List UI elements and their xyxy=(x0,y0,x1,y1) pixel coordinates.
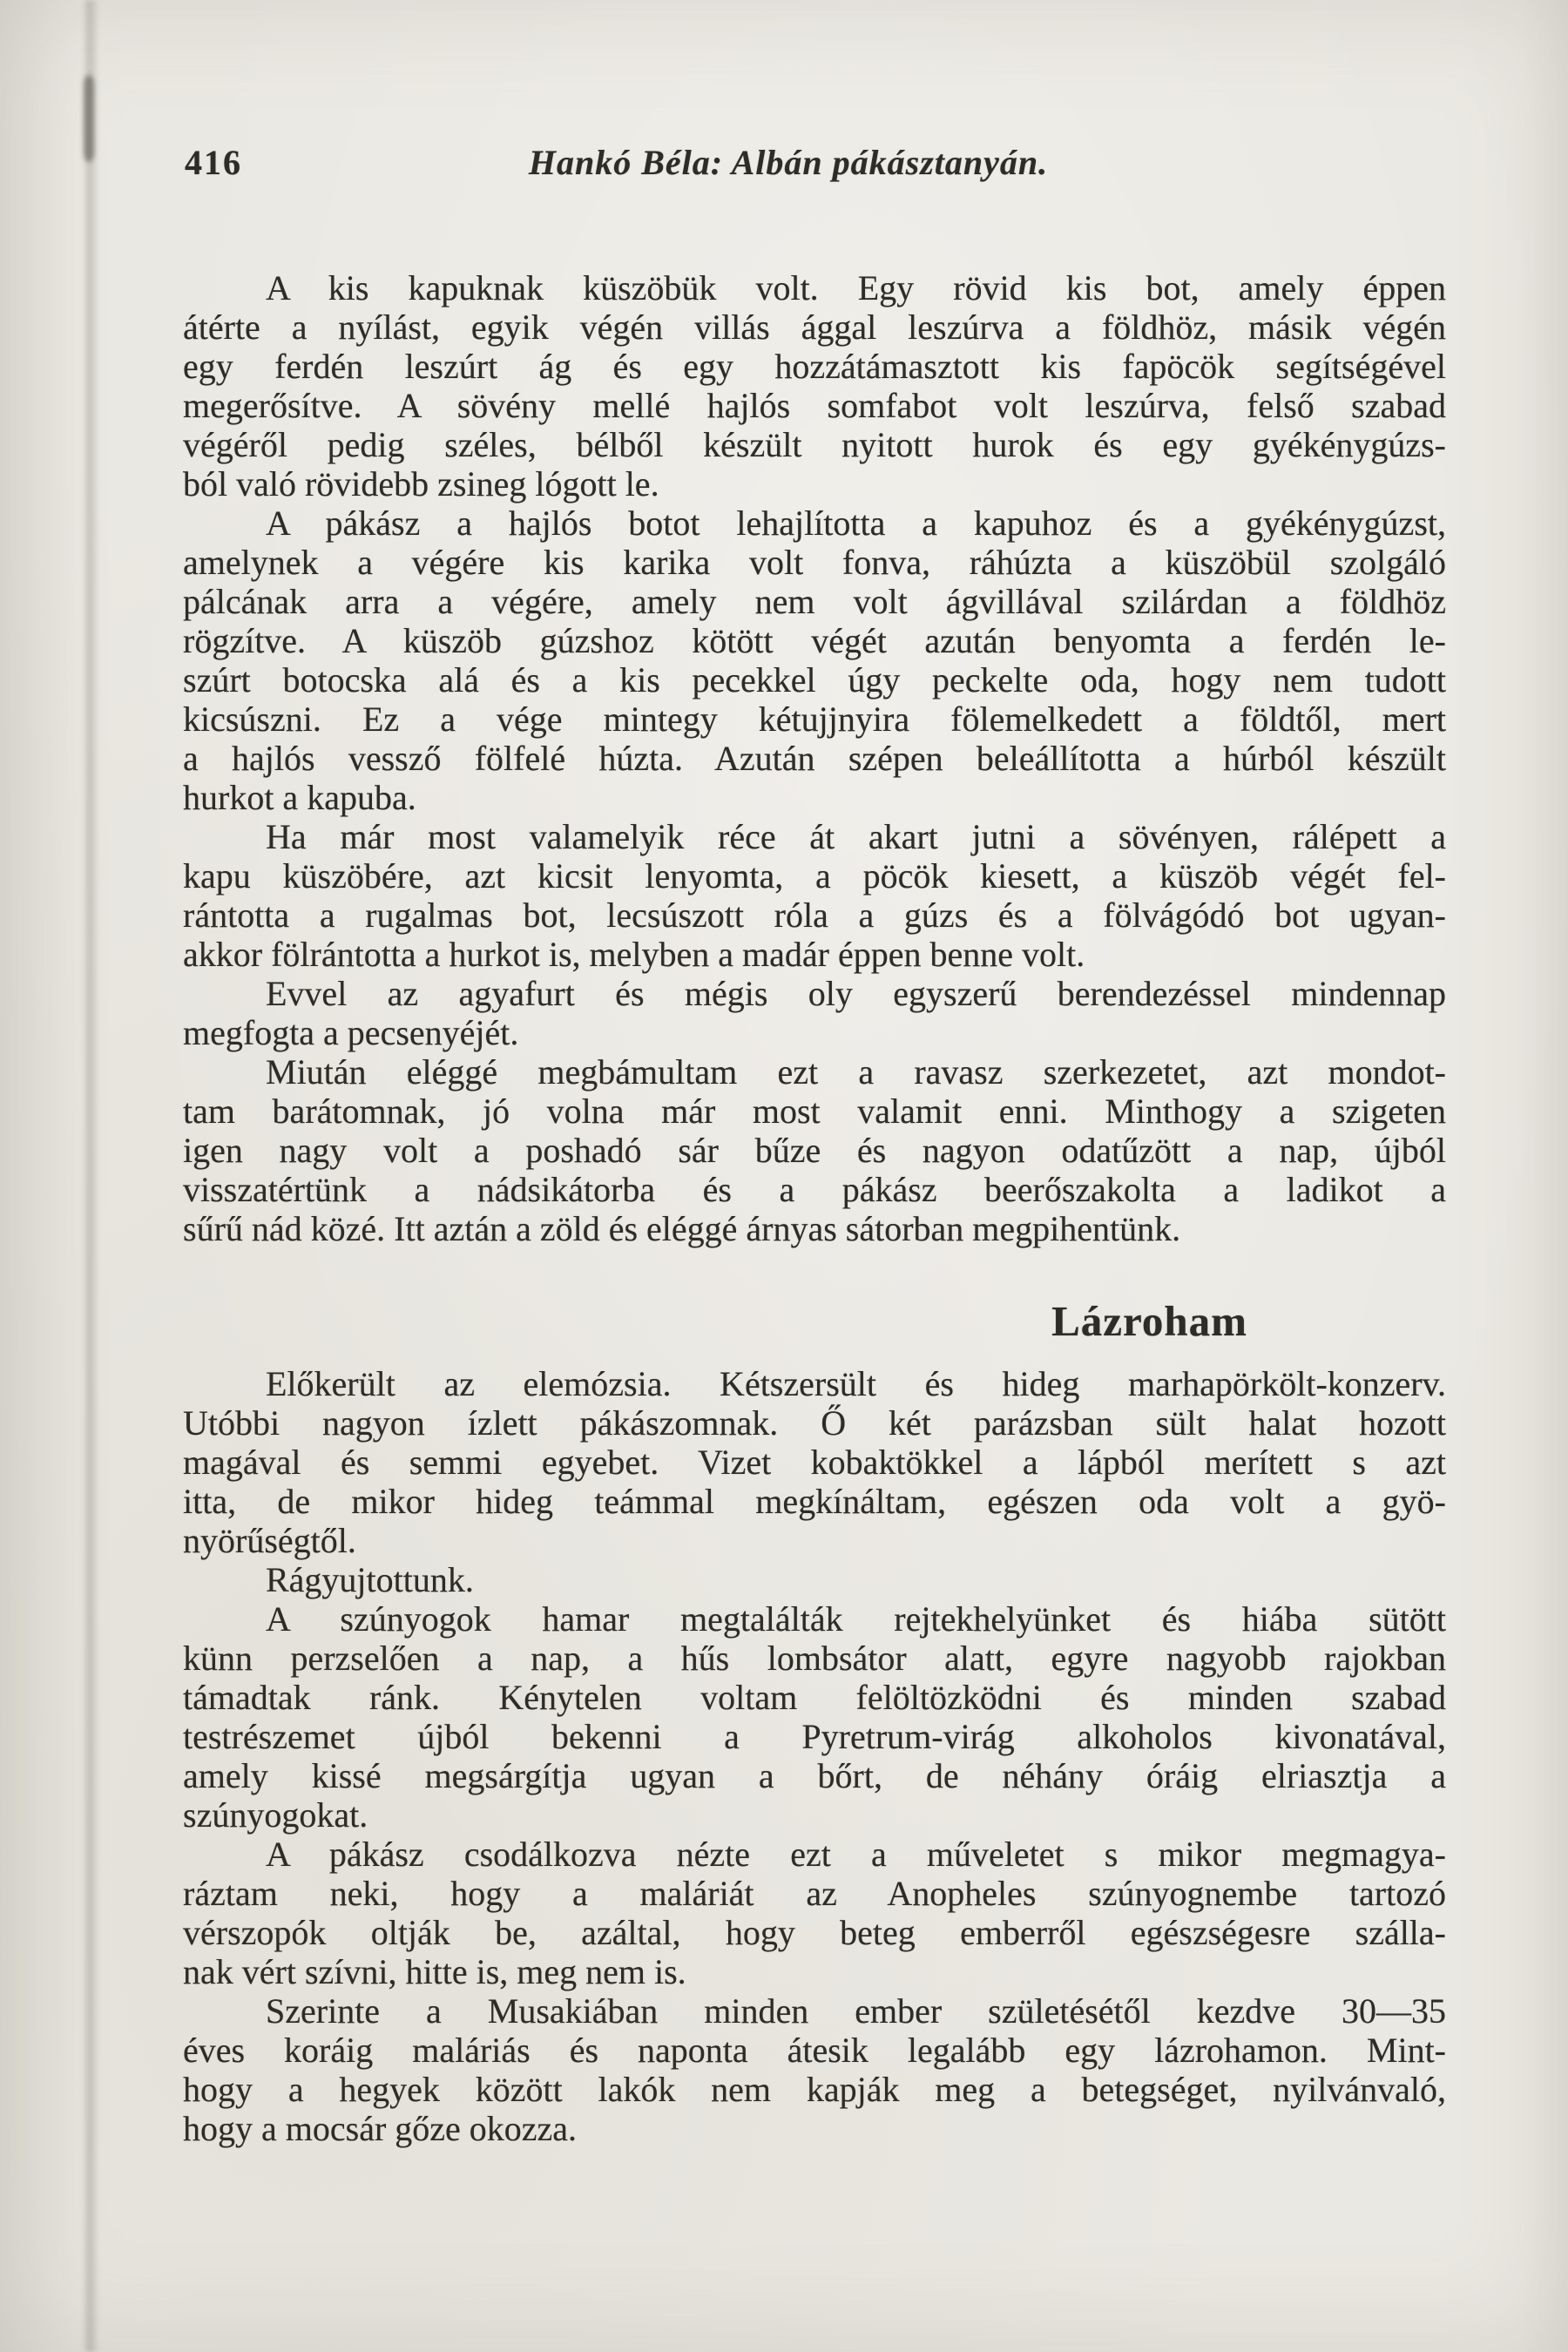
paragraph xyxy=(183,1364,1446,1560)
paragraph-group-bottom xyxy=(183,1364,1446,2148)
section-heading: Lázroham xyxy=(1051,1297,1247,1345)
scan-ink-blot xyxy=(84,75,94,162)
scan-edge-shadow xyxy=(82,0,99,2352)
text-line: Ha már most valamelyik réce át akart jutni a sövényen, rálépett a xyxy=(266,817,1446,856)
text-line: támadtak ránk. Kénytelen voltam felöltözködni és minden szabad xyxy=(183,1678,1446,1717)
text-line: igen nagy volt a poshadó sár bűze és nagyon odatűzött a nap, újból xyxy=(183,1131,1446,1170)
text-line: megerősítve. A sövény mellé hajlós somfabot volt leszúrva, felső szabad xyxy=(183,386,1446,425)
paragraph xyxy=(183,817,1446,974)
text-line: sűrű nád közé. Itt aztán a zöld és eléggé árnyas sátorban megpihentünk. xyxy=(183,1209,1181,1248)
text-line: künn perzselően a nap, a hűs lombsátor alatt, egyre nagyobb rajokban xyxy=(183,1639,1446,1678)
paragraph xyxy=(183,1991,1446,2148)
text-line: nyörűségtől. xyxy=(183,1521,356,1560)
text-line: testrészemet újból bekenni a Pyretrum-virág alkoholos kivonatával, xyxy=(183,1717,1446,1756)
page-number: 416 xyxy=(185,143,242,182)
text-line: A pákász csodálkozva nézte ezt a műveletet s mikor megmagya- xyxy=(266,1835,1446,1874)
paragraph xyxy=(183,504,1446,817)
text-line: szúrt botocska alá és a kis pecekkel úgy peckelte oda, hogy nem tudott xyxy=(183,660,1446,700)
text-line: Evvel az agyafurt és mégis oly egyszerű berendezéssel mindennap xyxy=(266,974,1446,1013)
text-line: A pákász a hajlós botot lehajlította a kapuhoz és a gyékénygúzst, xyxy=(266,504,1446,543)
text-block xyxy=(183,144,1446,2148)
text-line: kapu küszöbére, azt kicsit lenyomta, a pöcök kiesett, a küszöb végét fel- xyxy=(183,856,1446,896)
text-line: amelynek a végére kis karika volt fonva, ráhúzta a küszöbül szolgáló xyxy=(183,543,1446,582)
paragraph xyxy=(183,974,1446,1052)
text-line: itta, de mikor hideg teámmal megkínáltam, egészen oda volt a gyö- xyxy=(183,1482,1446,1521)
text-line: tam barátomnak, jó volna már most valamit enni. Minthogy a szigeten xyxy=(183,1092,1446,1131)
text-line: Utóbbi nagyon ízlett pákászomnak. Ő két parázsban sült halat hozott xyxy=(183,1403,1446,1443)
paragraph xyxy=(183,1599,1446,1835)
text-line: egy ferdén leszúrt ág és egy hozzátámasztott kis fapöcök segítségével xyxy=(183,347,1446,386)
text-line: hurkot a kapuba. xyxy=(183,778,416,817)
text-line: A szúnyogok hamar megtalálták rejtekhelyünket és hiába sütött xyxy=(266,1599,1446,1639)
text-line: szúnyogokat. xyxy=(183,1795,368,1835)
text-line: hogy a hegyek között lakók nem kapják meg a betegséget, nyilvánvaló, xyxy=(183,2070,1446,2109)
text-line: akkor fölrántotta a hurkot is, melyben a madár éppen benne volt. xyxy=(183,935,1085,974)
paragraph xyxy=(183,1835,1446,1991)
paragraph xyxy=(183,1052,1446,1248)
paragraph-group-top xyxy=(183,268,1446,1248)
text-line: átérte a nyílást, egyik végén villás ággal leszúrva a földhöz, másik végén xyxy=(183,308,1446,347)
text-line: pálcának arra a végére, amely nem volt ágvillával szilárdan a földhöz xyxy=(183,582,1446,621)
text-line: rántotta a rugalmas bot, lecsúszott róla a gúzs és a fölvágódó bot ugyan- xyxy=(183,896,1446,935)
text-line: magával és semmi egyebet. Vizet kobaktökkel a lápból merített s azt xyxy=(183,1443,1446,1482)
text-line: Rágyujtottunk. xyxy=(266,1560,474,1599)
text-line: nak vért szívni, hitte is, meg nem is. xyxy=(183,1952,686,1991)
text-line: hogy a mocsár gőze okozza. xyxy=(183,2109,578,2148)
text-line: megfogta a pecsenyéjét. xyxy=(183,1013,519,1052)
paragraph xyxy=(183,268,1446,504)
text-line: kicsúszni. Ez a vége mintegy kétujjnyira fölemelkedett a földtől, mert xyxy=(183,700,1446,739)
text-line: ráztam neki, hogy a maláriát az Anopheles szúnyognembe tartozó xyxy=(183,1874,1446,1913)
text-line: Szerinte a Musakiában minden ember születésétől kezdve 30—35 xyxy=(266,1991,1446,2031)
text-line: végéről pedig széles, bélből készült nyitott hurok és egy gyékénygúzs- xyxy=(183,425,1446,464)
text-line: A kis kapuknak küszöbük volt. Egy rövid kis bot, amely éppen xyxy=(266,268,1446,308)
text-line: vérszopók oltják be, azáltal, hogy beteg emberről egészségesre szálla- xyxy=(183,1913,1446,1952)
text-line: visszatértünk a nádsikátorba és a pákász beerőszakolta a ladikot a xyxy=(183,1170,1446,1209)
text-line: rögzítve. A küszöb gúzshoz kötött végét azután benyomta a ferdén le- xyxy=(183,621,1446,660)
article-body xyxy=(183,268,1446,2148)
text-line: a hajlós vessző fölfelé húzta. Azután szépen beleállította a húrból készült xyxy=(183,739,1446,778)
text-line: ból való rövidebb zsineg lógott le. xyxy=(183,464,659,504)
text-line: Előkerült az elemózsia. Kétszersült és hideg marhapörkölt-konzerv. xyxy=(266,1364,1446,1403)
paragraph xyxy=(183,1560,1446,1599)
text-line: amely kissé megsárgítja ugyan a bőrt, de néhány óráig elriasztja a xyxy=(183,1756,1446,1795)
text-line: Miután eléggé megbámultam ezt a ravasz szerkezetet, azt mondot- xyxy=(266,1052,1446,1092)
running-title: Hankó Béla: Albán pákásztanyán. xyxy=(528,143,1049,182)
text-line: éves koráig maláriás és naponta átesik legalább egy lázrohamon. Mint- xyxy=(183,2031,1446,2070)
page-header xyxy=(183,144,1446,187)
